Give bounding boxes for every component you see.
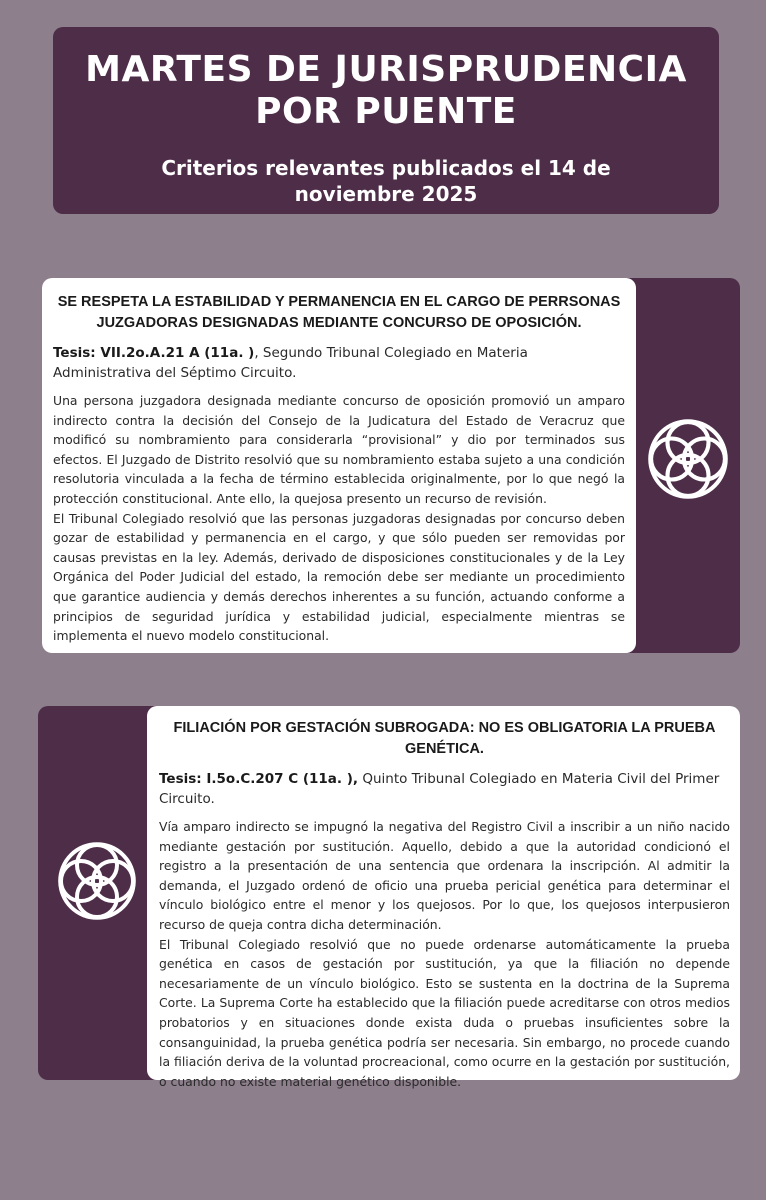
section1-card xyxy=(42,278,636,653)
knot-emblem-icon xyxy=(647,418,729,500)
section1-tesis-label: Tesis: VII.2o.A.21 A (11a. ) xyxy=(53,345,255,361)
section2-tesis-label: Tesis: I.5o.C.207 C (11a. ), xyxy=(159,771,359,787)
knot-emblem-icon xyxy=(57,841,137,921)
section1-paragraph1: Una persona juzgadora designada mediante concurso de oposición promovió un amparo indirecto contra la decisión del Consejo de la Judicatura del Estado de Veracruz que modificó su nombramiento para considerarla “provisional” y dio por terminados sus efectos. El Juzgado de Distrito resolvió que su nombramiento estaba sujeto a una condición resolutoria vinculada a la fecha de término establecida originalmente, por lo que negó la protección constitucional. Ante ello, la quejosa presento un recurso de revisión. xyxy=(53,393,625,506)
header-banner xyxy=(53,27,719,214)
section1-paragraph2: El Tribunal Colegiado resolvió que las personas juzgadoras designadas por concurso deben gozar de estabilidad y permanencia en el cargo, y que sólo pueden ser removidas por causas previstas en la ley. Además, derivado de disposiciones constitucionales y de la Ley Orgánica del Poder Judicial del estado, la remoción debe ser mediante un procedimiento que garantice audiencia y demás derechos inherentes a su función, actuando conforme a principios de seguridad jurídica y estabilidad judicial, especialmente mientras se implementa el nuevo modelo constitucional. xyxy=(53,510,625,644)
section2-paragraph2: El Tribunal Colegiado resolvió que no puede ordenarse automáticamente la prueba genética en casos de gestación por sustitución, ya que la filiación no depende necesariamente de un vínculo biológico. Esto se sustenta en la doctrina de la Suprema Corte. La Suprema Corte ha establecido que la filiación puede acreditarse con otros medios probatorios y en situaciones donde exista duda o pruebas insuficientes sobre la consanguinidad, la prueba genética podría ser necesaria. Sin embargo, no procede cuando la filiación deriva de la voluntad procreacional, como ocurre en la gestación por sustitución, o cuando no existe material genético disponible. xyxy=(159,936,730,1089)
page-title: MARTES DE JURISPRUDENCIA POR PUENTE xyxy=(85,49,687,132)
section1-title: SE RESPETA LA ESTABILIDAD Y PERMANENCIA EN EL CARGO DE PERRSONAS JUZGADORAS DESIGNADAS MEDIANTE CONCURSO DE OPOSICIÓN. xyxy=(57,294,621,331)
page-subtitle: Criterios relevantes publicados el 14 de noviembre 2025 xyxy=(161,156,611,206)
section2-tesis-court: Quinto Tribunal Colegiado en Materia Civil del Primer Circuito. xyxy=(159,771,720,807)
section2-tesis xyxy=(159,769,730,809)
section1-tesis xyxy=(53,343,625,383)
section2-card xyxy=(147,706,740,1089)
section2-paragraph1: Vía amparo indirecto se impugnó la negativa del Registro Civil a inscribir a un niño nacido mediante gestación por sustitución. Aquello, debido a que la autoridad condicionó el registro a la presentación de una sentencia que ordenara la inscripción. Al admitir la demanda, el Juzgado ordenó de oficio una prueba pericial genética para determinar el vínculo biológico entre el menor y los quejosos. Por lo que, los quejosos interpusieron recurso de queja contra dicha determinación. xyxy=(159,819,730,932)
section1-tesis-court: , Segundo Tribunal Colegiado en Materia Administrativa del Séptimo Circuito. xyxy=(53,345,528,381)
section2-title: FILIACIÓN POR GESTACIÓN SUBROGADA: NO ES OBLIGATORIA LA PRUEBA GENÉTICA. xyxy=(173,720,716,757)
